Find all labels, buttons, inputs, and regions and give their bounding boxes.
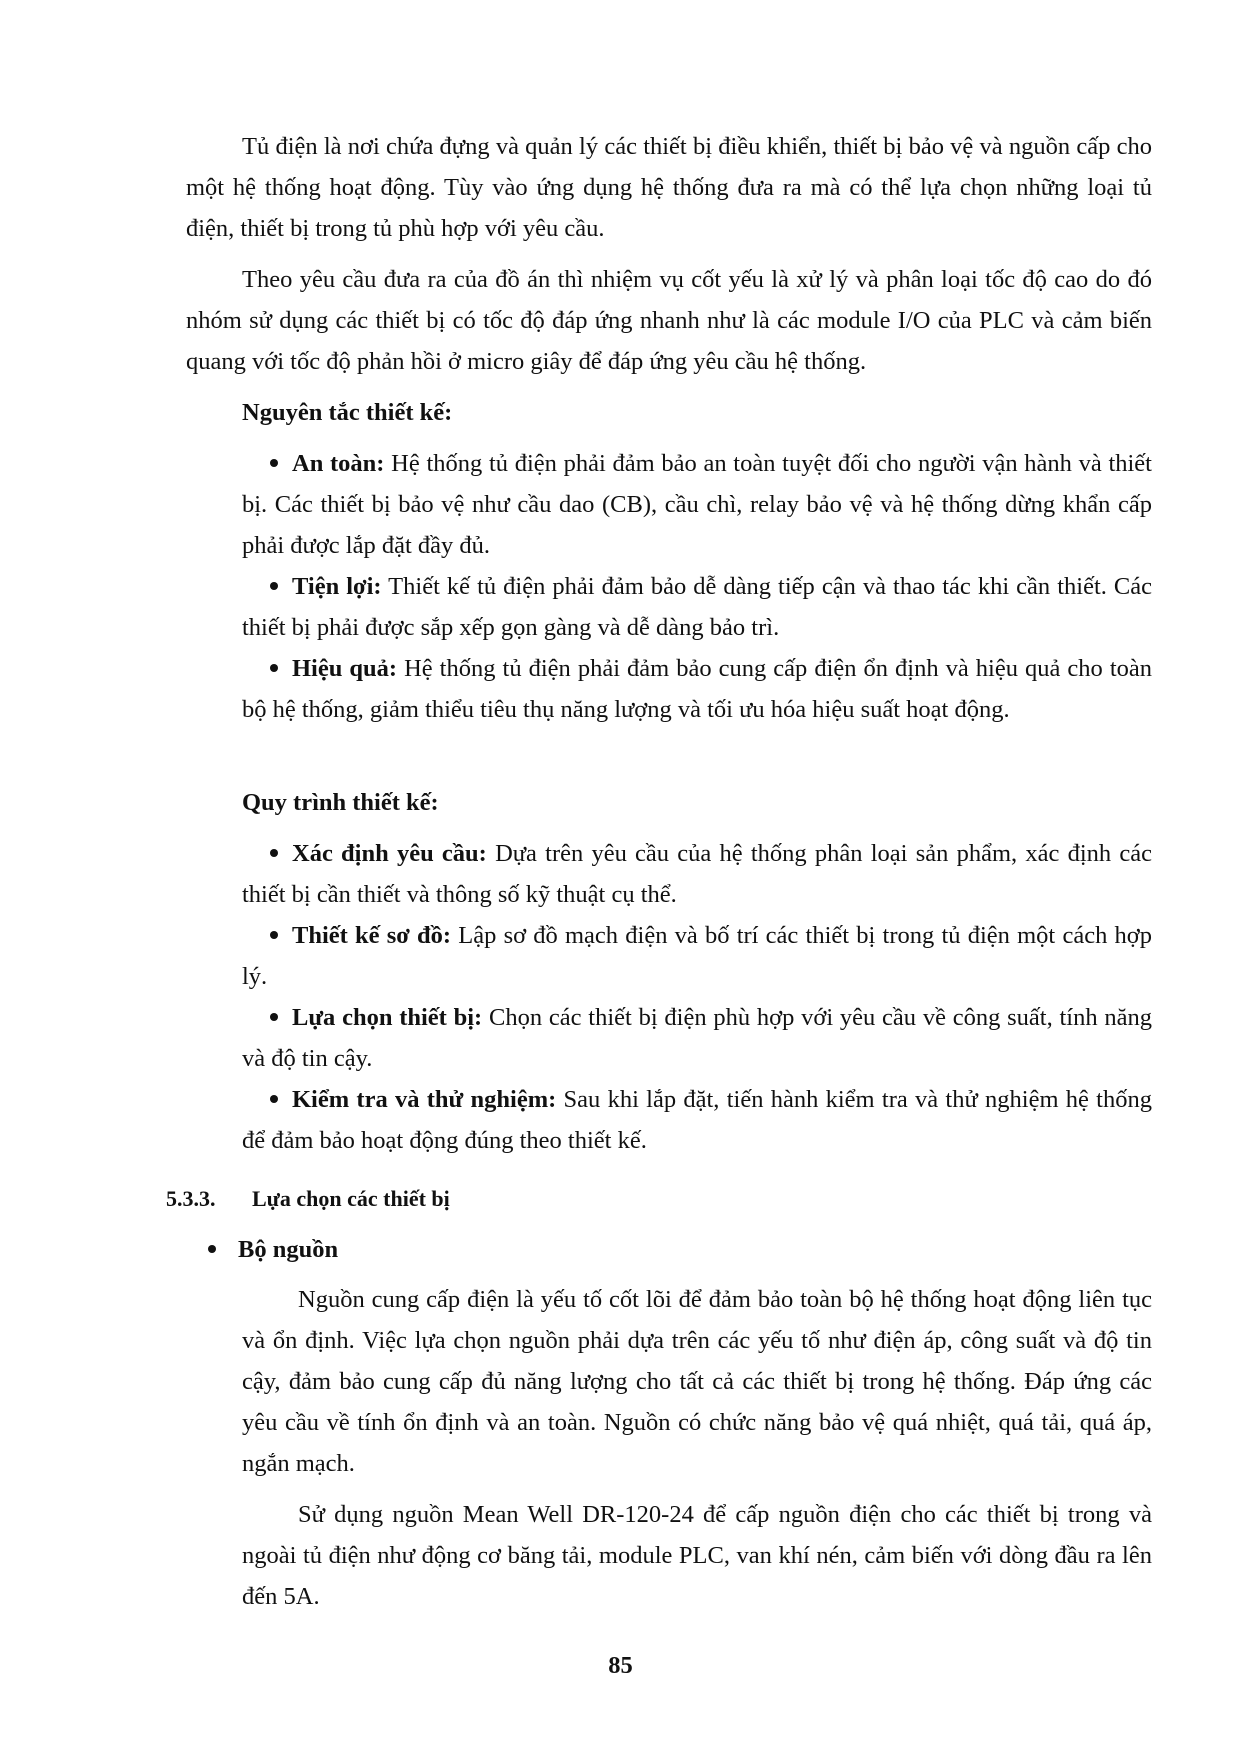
section-number: 5.3.3.	[166, 1186, 216, 1211]
power-supply-heading: Bộ nguồn	[208, 1229, 338, 1270]
principle-text: Hệ thống tủ điện phải đảm bảo cung cấp điện ổn định và hiệu quả cho toàn bộ hệ thống, giảm thiểu tiêu thụ năng lượng và tối ưu hóa hiệu suất hoạt động.	[242, 655, 1152, 723]
principle-item	[242, 648, 1152, 730]
bullet-icon	[270, 664, 278, 672]
process-item	[242, 915, 1152, 997]
design-principles-heading: Nguyên tắc thiết kế:	[242, 399, 453, 426]
process-term: Kiểm tra và thử nghiệm:	[292, 1086, 557, 1113]
process-text: Chọn các thiết bị điện phù hợp với yêu cầu về công suất, tính năng và độ tin cậy.	[242, 1004, 1152, 1072]
principle-text: Hệ thống tủ điện phải đảm bảo an toàn tuyệt đối cho người vận hành và thiết bị. Các thiết bị bảo vệ như cầu dao (CB), cầu chì, relay bảo vệ và hệ thống dừng khẩn cấp phải được lắp đặt đầy đủ.	[242, 450, 1152, 559]
process-item	[242, 833, 1152, 915]
bullet-icon	[270, 849, 278, 857]
principle-term: Tiện lợi:	[292, 573, 382, 600]
section-title: Lựa chọn các thiết bị	[252, 1186, 450, 1211]
process-text: Dựa trên yêu cầu của hệ thống phân loại sản phẩm, xác định các thiết bị cần thiết và thông số kỹ thuật cụ thể.	[242, 840, 1152, 908]
principle-item	[242, 566, 1152, 648]
bullet-icon	[270, 582, 278, 590]
process-term: Lựa chọn thiết bị:	[292, 1004, 483, 1031]
bullet-icon	[270, 1013, 278, 1021]
process-text: Sau khi lắp đặt, tiến hành kiểm tra và thử nghiệm hệ thống để đảm bảo hoạt động đúng theo thiết kế.	[242, 1086, 1152, 1154]
intro-paragraph-2: Theo yêu cầu đưa ra của đồ án thì nhiệm vụ cốt yếu là xử lý và phân loại tốc độ cao do đó nhóm sử dụng các thiết bị có tốc độ đáp ứng nhanh như là các module I/O của PLC và cảm biến quang với tốc độ phản hồi ở micro giây để đáp ứng yêu cầu hệ thống.	[186, 266, 1152, 375]
principle-term: An toàn:	[292, 450, 385, 477]
power-supply-paragraph-1: Nguồn cung cấp điện là yếu tố cốt lõi để đảm bảo toàn bộ hệ thống hoạt động liên tục và ổn định. Việc lựa chọn nguồn phải dựa trên các yếu tố như điện áp, công suất và độ tin cậy, đảm bảo cung cấp đủ năng lượng cho tất cả các thiết bị trong hệ thống. Đáp ứng các yêu cầu về tính ổn định và an toàn. Nguồn có chức năng bảo vệ quá nhiệt, quá tải, quá áp, ngắn mạch.	[242, 1286, 1152, 1477]
design-process-heading: Quy trình thiết kế:	[242, 789, 439, 816]
process-item	[242, 1079, 1152, 1161]
principle-text: Thiết kế tủ điện phải đảm bảo dễ dàng tiếp cận và thao tác khi cần thiết. Các thiết bị phải được sắp xếp gọn gàng và dễ dàng bảo trì.	[242, 573, 1153, 641]
process-text: Lập sơ đồ mạch điện và bố trí các thiết bị trong tủ điện một cách hợp lý.	[242, 922, 1152, 990]
bullet-icon	[270, 931, 278, 939]
page-number: 85	[608, 1652, 633, 1679]
intro-paragraph-1: Tủ điện là nơi chứa đựng và quản lý các thiết bị điều khiển, thiết bị bảo vệ và nguồn cấp cho một hệ thống hoạt động. Tùy vào ứng dụng hệ thống đưa ra mà có thể lựa chọn những loại tủ điện, thiết bị trong tủ phù hợp với yêu cầu.	[186, 133, 1152, 242]
bullet-icon	[270, 1095, 278, 1103]
principle-item	[242, 443, 1152, 566]
bullet-icon	[270, 459, 278, 467]
section-heading	[166, 1178, 450, 1219]
principle-term: Hiệu quả:	[292, 655, 398, 682]
bullet-icon	[208, 1245, 216, 1253]
process-term: Xác định yêu cầu:	[292, 840, 487, 867]
power-supply-paragraph-2: Sử dụng nguồn Mean Well DR-120-24 để cấp nguồn điện cho các thiết bị trong và ngoài tủ điện như động cơ băng tải, module PLC, van khí nén, cảm biến với dòng đầu ra lên đến 5A.	[242, 1501, 1152, 1610]
process-term: Thiết kế sơ đồ:	[292, 922, 452, 949]
process-item	[242, 997, 1152, 1079]
